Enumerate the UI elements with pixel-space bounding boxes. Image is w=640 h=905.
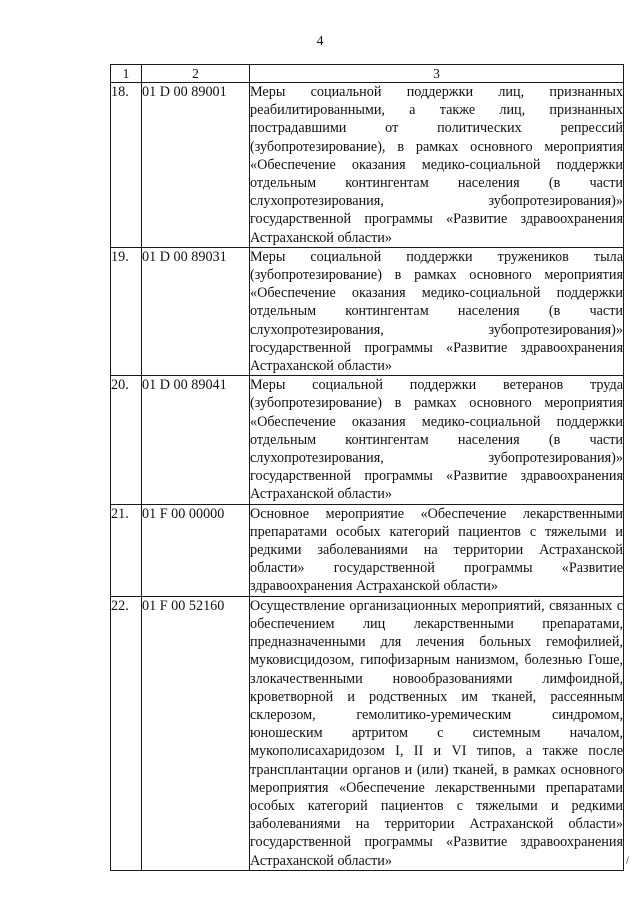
row-code: 01 D 00 89001	[142, 83, 250, 248]
scan-corner-mark: /	[626, 856, 630, 866]
table-row	[111, 247, 624, 375]
table-row	[111, 504, 624, 596]
row-number: 19.	[111, 247, 142, 375]
row-code: 01 F 00 00000	[142, 504, 250, 596]
row-number: 21.	[111, 504, 142, 596]
page-number: 4	[316, 34, 324, 49]
row-description: Меры социальной поддержки лиц, признанных реабилитированными, а также лиц, признанных пострадавшими от политических репрессий (зубопротезирование), в рамках основного мероприятия «Обеспечение оказания медико-социальной поддержки отдельным контингентам населения (в части слухопротезирования, зубопротезирования)» государственной программы «Развитие здравоохранения Астраханской области»	[250, 84, 623, 246]
row-description: Основное мероприятие «Обеспечение лекарственными препаратами особых категорий пациентов с тяжелыми и редкими заболеваниями на территории Астраханской области» государственной программы «Развитие здравоохранения Астраханской области»	[250, 505, 623, 595]
table-row	[111, 83, 624, 248]
row-description: Меры социальной поддержки тружеников тыла (зубопротезирование) в рамках основного мероприятия «Обеспечение оказания медико-социальной поддержки отдельным контингентам населения (в части слухопротезирования, зубопротезирования)» государственной программы «Развитие здравоохранения Астраханской области»	[250, 248, 623, 375]
row-description: Меры социальной поддержки ветеранов труда (зубопротезирование) в рамках основного мероприятия «Обеспечение оказания медико-социальной поддержки отдельным контингентам населения (в части слухопротезирования, зубопротезирования)» государственной программы «Развитие здравоохранения Астраханской области»	[250, 377, 623, 503]
table-body	[111, 83, 624, 871]
column-header-description: 3	[250, 65, 624, 83]
row-number: 20.	[111, 376, 142, 504]
row-number: 18.	[111, 83, 142, 248]
row-code: 01 D 00 89031	[142, 247, 250, 375]
row-code: 01 F 00 52160	[142, 596, 250, 870]
column-header-code: 2	[142, 65, 250, 83]
header-row	[111, 65, 624, 83]
table-header	[111, 65, 624, 83]
table-row	[111, 596, 624, 870]
column-header-number: 1	[111, 65, 142, 83]
row-number: 22.	[111, 596, 142, 870]
row-description: Осуществление организационных мероприятий, связанных с обеспечением лиц лекарственными препаратами, предназначенными для лечения больных гемофилией, муковисцидозом, гипофизарным нанизмом, болезнью Гоше, злокачественными новообразованиями лимфоидной, кроветворной и родственных им тканей, рассеянным склерозом, гемолитико-уремическим синдромом, юношеским артритом с системным началом, мукополисахаридозом I, II и VI типов, а также после трансплантации органов и (или) тканей, в рамках основного мероприятия «Обеспечение лекарственными препаратами особых категорий пациентов с тяжелыми и редкими заболеваниями на территории Астраханской области» государственной программы «Развитие здравоохранения Астраханской области»	[250, 597, 623, 869]
table-row	[111, 376, 624, 504]
budget-classification-table	[110, 64, 624, 871]
row-code: 01 D 00 89041	[142, 376, 250, 504]
